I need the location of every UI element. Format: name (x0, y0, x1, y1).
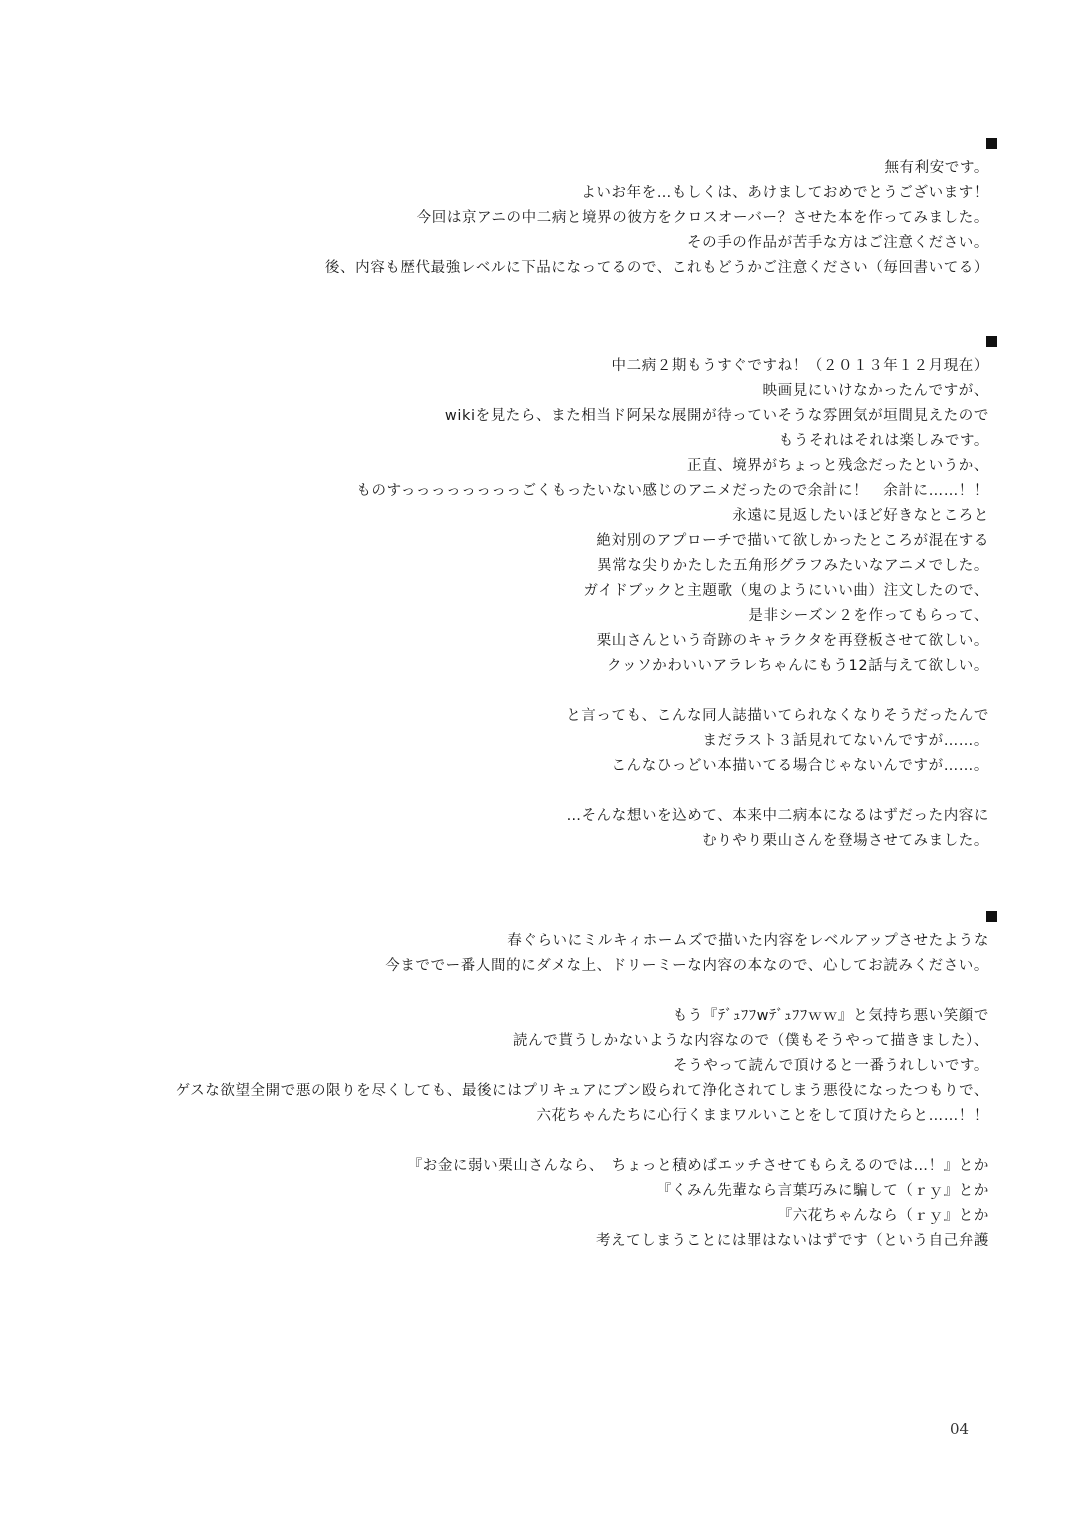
text-line: 今回は京アニの中二病と境界の彼方をクロスオーバー？させた本を作ってみました。 (416, 210, 989, 226)
text-line: 正直、境界がちょっと残念だったというか、 (687, 458, 989, 474)
blank-line (0, 679, 989, 704)
blank-line (0, 1129, 989, 1154)
text-line: 異常な尖りかたした五角形グラフみたいなアニメでした。 (597, 558, 989, 574)
text-line: 『六花ちゃんなら（ｒｙ』とか (777, 1208, 989, 1224)
text-line: こんなひっどい本描いてる場合じゃないんですが……。 (611, 758, 989, 774)
blank-line (0, 779, 989, 804)
text-line: その手の作品が苦手な方はご注意ください。 (687, 235, 989, 251)
text-line: もう『ﾃﾞｭﾌﾌwﾃﾞｭﾌﾌｗｗ』と気持ち悪い笑顔で (672, 1008, 989, 1024)
afterword-section-content (0, 905, 989, 1254)
text-line: そうやって読んで頂けると一番うれしいです。 (673, 1058, 989, 1074)
text-line: ものすっっっっっっっっごくもったいない感じのアニメだったので余計に！ 余計に……！！ (356, 483, 989, 499)
text-line: クッソかわいいアラレちゃんにもう12話与えて欲しい。 (606, 658, 989, 674)
black-square-icon (986, 336, 997, 347)
text-line: 『くみん先輩なら言葉巧みに騙して（ｒｙ』とか (656, 1183, 989, 1199)
text-line: 『お金に弱い栗山さんなら、 ちょっと積めばエッチさせてもらえるのでは…！』とか (407, 1158, 989, 1174)
text-line: 永遠に見返したいほど好きなところと (732, 508, 989, 524)
text-line: 後、内容も歴代最強レベルに下品になってるので、これもどうかご注意ください（毎回書いてる） (324, 260, 989, 276)
text-line: 六花ちゃんたちに心行くままワルいことをして頂けたらと……！！ (536, 1108, 989, 1124)
section-marker (0, 132, 997, 156)
text-line: もうそれはそれは楽しみです。 (778, 433, 989, 449)
text-line: …そんな想いを込めて、本来中二病本になるはずだった内容に (566, 808, 989, 824)
afterword-section-intro (0, 132, 989, 281)
text-line: 考えてしまうことには罪はないはずです（という自己弁護 (595, 1233, 989, 1249)
text-line: まだラスト３話見れてないんですが……。 (702, 733, 989, 749)
text-line: 映画見にいけなかったんですが、 (762, 383, 989, 399)
section-marker (0, 330, 997, 354)
blank-line (0, 979, 989, 1004)
text-line: ゲスな欲望全開で悪の限りを尽くしても、最後にはプリキュアにブン殴られて浄化されてしまう悪役になったつもりで、 (175, 1083, 989, 1099)
page-number: 04 (950, 1420, 970, 1438)
text-line: 是非シーズン２を作ってもらって、 (748, 608, 989, 624)
afterword-section-anime (0, 330, 989, 854)
black-square-icon (986, 138, 997, 149)
section-marker (0, 905, 997, 929)
text-line: よいお年を…もしくは、あけましておめでとうございます！ (581, 185, 989, 201)
text-line: むりやり栗山さんを登場させてみました。 (702, 833, 989, 849)
text-line: 春ぐらいにミルキィホームズで描いた内容をレベルアップさせたような (507, 933, 989, 949)
text-line: 栗山さんという奇跡のキャラクタを再登板させて欲しい。 (596, 633, 989, 649)
text-line: と言っても、こんな同人誌描いてられなくなりそうだったんで (566, 708, 989, 724)
text-line: 無有利安です。 (884, 160, 989, 176)
black-square-icon (986, 911, 997, 922)
text-line: wikiを見たら、また相当ド阿呆な展開が待っていそうな雰囲気が垣間見えたので (444, 408, 989, 424)
text-line: 絶対別のアプローチで描いて欲しかったところが混在する (596, 533, 989, 549)
text-line: ガイドブックと主題歌（鬼のようにいい曲）注文したので、 (583, 583, 989, 599)
text-line: 読んで貰うしかないような内容なので（僕もそうやって描きました）、 (513, 1033, 989, 1049)
text-line: 今まででー番人間的にダメな上、ドリーミーな内容の本なので、心してお読みください。 (385, 958, 989, 974)
text-line: 中二病２期もうすぐですね！（２０１３年１２月現在） (611, 358, 989, 374)
